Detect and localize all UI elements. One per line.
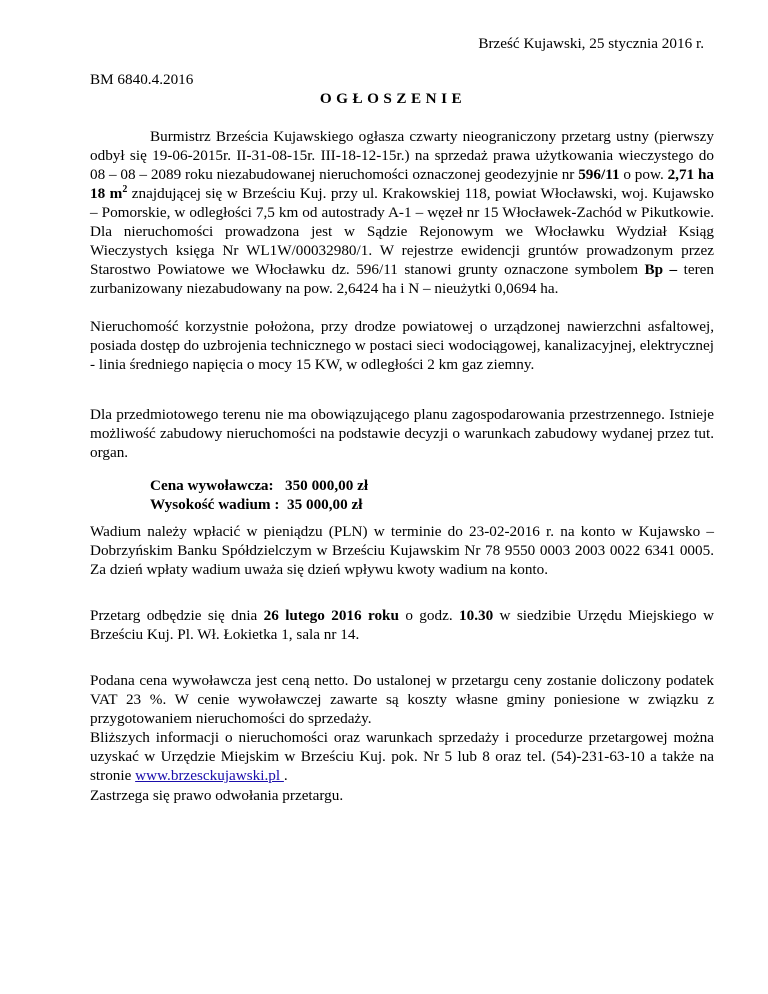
deposit-label: Wysokość wadium : bbox=[150, 496, 280, 513]
location-paragraph: Nieruchomość korzystnie położona, przy drodze powiatowej o urządzonej nawierzchni asfaltowej, posiada dostęp do uzbrojenia technicznego w postaci sieci wodociągowej, kanalizacyjnej, elektrycznej - linia średniego napięcia o mocy 15 KW, w odległości 2 km gaz ziemny. bbox=[90, 318, 714, 373]
plot-area: 2,71 ha 18 $m^2$ bbox=[90, 166, 714, 202]
starting-price-label: Cena wywoławcza: bbox=[150, 477, 274, 494]
price-block bbox=[150, 476, 368, 514]
plot-number: 596/11 bbox=[578, 166, 620, 183]
website-link[interactable]: www.brzesckujawski.pl bbox=[135, 767, 284, 784]
page-title: OGŁOSZENIE bbox=[319, 90, 467, 107]
auction-date-paragraph: Przetarg odbędzie się dnia 26 lutego 2016 roku o godz. 10.30 w siedzibie Urzędu Miejskiego w Brześciu Kuj. Pl. Wł. Łokietka 1, sala nr 14. bbox=[90, 607, 714, 643]
deposit-value: 35 000,00 zł bbox=[286, 496, 363, 513]
vat-info-paragraph: Podana cena wywoławcza jest ceną netto. Do ustalonej w przetargu ceny zostanie doliczony podatek VAT 23 %. W cenie wywoławczej zawarte są koszty własne gminy poniesione w związku z przygotowaniem nieruchomości do sprzedaży. Bliższych informacji o nieruchomości oraz warunkach sprzedaży i procedurze przetargowej można uzyskać w Urzędzie Miejskim w Brześciu Kuj. pok. Nr 5 lub 8 oraz tel. (54)-231-63-10 a także na stronie www.brzesckujawski.pl . bbox=[90, 672, 714, 784]
land-symbol: Bp – bbox=[644, 261, 678, 278]
starting-price-value: 350 000,00 zł bbox=[284, 477, 369, 494]
place-date: Brześć Kujawski, 25 stycznia 2016 r. bbox=[478, 35, 704, 52]
deposit-paragraph: Wadium należy wpłacić w pieniądzu (PLN) w terminie do 23-02-2016 r. na konto w Kujawsko – Dobrzyńskim Banku Spółdzielczym w Brześciu Kujawskim Nr 78 9550 0003 2003 0022 6341 0005. Za dzień wpłaty wadium uważa się dzień wpływu kwoty wadium na konto. bbox=[90, 523, 714, 578]
auction-date: 26 lutego 2016 roku bbox=[263, 607, 399, 624]
announcement-paragraph: Burmistrz Brześcia Kujawskiego ogłasza czwarty nieograniczony przetarg ustny (pierwszy odbył się 19-06-2015r. II-31-08-15r. III-18-12-15r.) na sprzedaż prawa użytkowania wieczystego do 08 – 08 – 2089 roku niezabudowanej nieruchomości oznaczonej geodezyjnie nr 596/11 o pow. 2,71 ha 18 $m^2$ znajdującej się w Brześciu Kuj. przy ul. Krakowskiej 118, powiat Włocławski, woj. Kujawsko – Pomorskie, w odległości 7,5 km od autostrady A-1 – węzeł nr 15 Włocławek-Zachód w Pikutkowie. Dla nieruchomości prowadzona jest w Sądzie Rejonowym we Włocławku Wydział Ksiąg Wieczystych księga Nr WL1W/00032980/1. W rejestrze ewidencji gruntów prowadzonym przez Starostwo Powiatowe we Włocławku dz. 596/11 stanowi grunty oznaczone symbolem Bp – teren zurbanizowany niezabudowany na pow. 2,6424 ha i N – nieużytki 0,0694 ha. bbox=[90, 128, 715, 297]
auction-time: 10.30 bbox=[459, 607, 494, 624]
zoning-paragraph: Dla przedmiotowego terenu nie ma obowiązującego planu zagospodarowania przestrzennego. Istnieje możliwość zabudowy nieruchomości na podstawie decyzji o warunkach zabudowy wydanej przez tut. organ. bbox=[90, 406, 714, 461]
reservation-paragraph: Zastrzega się prawo odwołania przetargu. bbox=[90, 787, 344, 804]
reference-number: BM 6840.4.2016 bbox=[90, 71, 194, 88]
